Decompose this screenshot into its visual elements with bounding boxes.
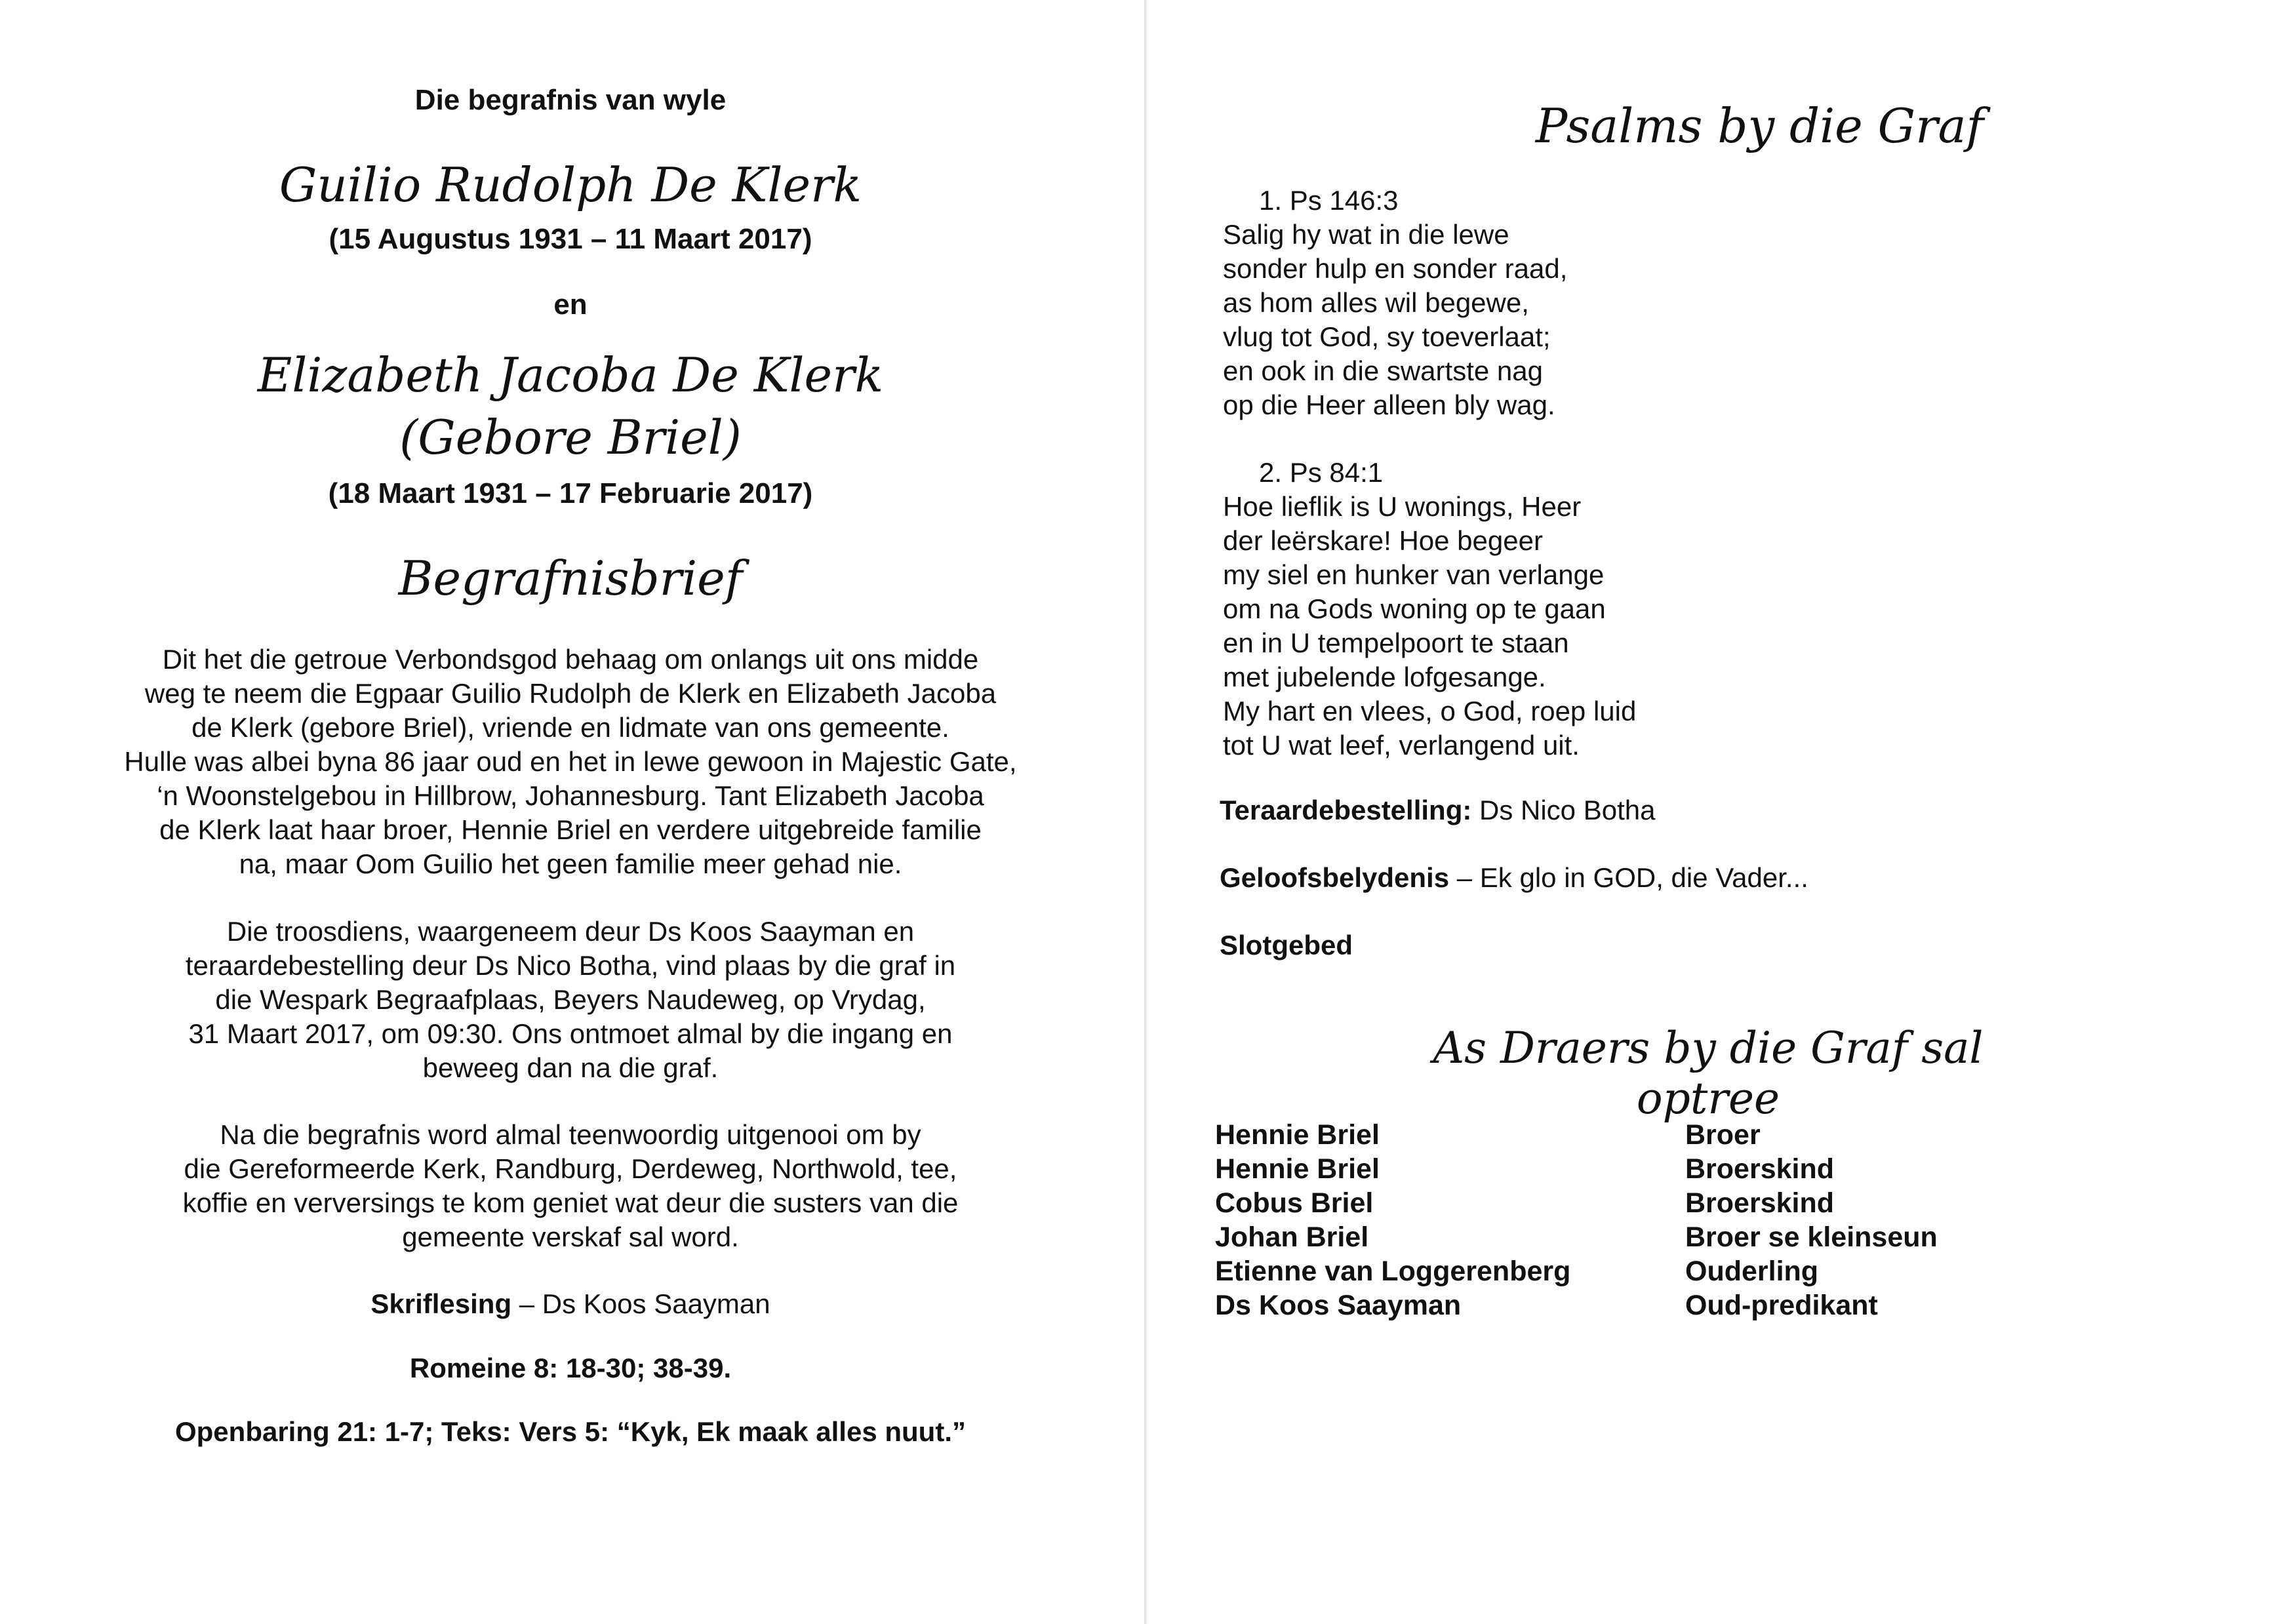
text-line: weg te neem die Egpaar Guilio Rudolph de Klerk en Elizabeth Jacoba xyxy=(144,678,997,709)
psalm-line: vlug tot God, sy toeverlaat; xyxy=(1223,321,1551,352)
text-line: die Wespark Begraafplaas, Beyers Naudeweg, op Vrydag, xyxy=(215,984,926,1015)
intro-heading: Die begrafnis van wyle xyxy=(414,84,727,116)
bearer-relation: Ouderling xyxy=(1685,1256,1819,1287)
text-line: koffie en verversings te kom geniet wat deur die susters van die xyxy=(182,1187,959,1218)
text-line: ‘n Woonstelgebou in Hillbrow, Johannesburg. Tant Elizabeth Jacoba xyxy=(157,780,984,811)
psalm-line: my siel en hunker van verlange xyxy=(1223,559,1605,590)
text-line: na, maar Oom Guilio het geen familie meer gehad nie. xyxy=(239,848,902,879)
paragraph-reception xyxy=(66,1118,1075,1254)
text-line: Na die begrafnis word almal teenwoordig uitgenooi om by xyxy=(220,1119,921,1150)
geloof-label: Geloofsbelydenis xyxy=(1220,862,1450,893)
text-line: Hulle was albei byna 86 jaar oud en het in lewe gewoon in Majestic Gate, xyxy=(124,746,1017,777)
deceased-name-1: Guilio Rudolph De Klerk xyxy=(279,157,862,212)
scripture-label: Skriflesing xyxy=(370,1288,512,1319)
text-line: Die troosdiens, waargeneem deur Ds Koos Saayman en xyxy=(226,916,915,947)
psalm-line: as hom alles wil begewe, xyxy=(1223,287,1529,318)
dates-1: (15 Augustus 1931 – 11 Maart 2017) xyxy=(329,223,812,255)
scripture-reading xyxy=(66,1288,1075,1320)
bearer-name: Etienne van Loggerenberg xyxy=(1215,1256,1571,1287)
bearer-name: Hennie Briel xyxy=(1215,1153,1380,1185)
text-line: Dit het die getroue Verbondsgod behaag om onlangs uit ons midde xyxy=(162,644,979,675)
bearer-relation: Broer se kleinseun xyxy=(1685,1221,1938,1253)
psalm-line: sonder hulp en sonder raad, xyxy=(1223,253,1568,284)
bearer-relation: Broerskind xyxy=(1685,1153,1835,1185)
psalm-line: om na Gods woning op te gaan xyxy=(1223,593,1606,624)
bearer-names xyxy=(1215,1118,1570,1322)
psalm-number: 1. Ps 146:3 xyxy=(1259,185,1399,216)
psalm-line: Hoe lieflik is U wonings, Heer xyxy=(1223,491,1582,522)
dates-2: (18 Maart 1931 – 17 Februarie 2017) xyxy=(328,477,813,509)
bearer-name: Cobus Briel xyxy=(1215,1187,1374,1219)
psalm-line: der leërskare! Hoe begeer xyxy=(1223,525,1543,556)
paragraph-announcement xyxy=(66,643,1075,881)
psalm-line: op die Heer alleen bly wag. xyxy=(1223,389,1555,420)
teraardebestelling xyxy=(1220,795,1655,826)
psalm-line: en ook in die swartste nag xyxy=(1223,355,1543,386)
geloof-value: – Ek glo in GOD, die Vader... xyxy=(1449,862,1808,893)
bearer-relations xyxy=(1685,1118,1938,1322)
deceased-name-2: Elizabeth Jacoba De Klerk xyxy=(257,347,884,403)
psalm-line: tot U wat leef, verlangend uit. xyxy=(1223,730,1580,761)
psalm-84 xyxy=(1223,456,1636,762)
psalm-line: Salig hy wat in die lewe xyxy=(1223,219,1509,250)
psalm-line: My hart en vlees, o God, roep luid xyxy=(1223,696,1637,726)
paragraph-service xyxy=(66,915,1075,1085)
conjunction-en: en xyxy=(553,288,588,321)
text-line: die Gereformeerde Kerk, Randburg, Derdeweg, Northwold, tee, xyxy=(184,1153,957,1184)
bearer-relation: Oud-predikant xyxy=(1685,1290,1878,1321)
text-line: beweeg dan na die graf. xyxy=(422,1052,719,1083)
bearer-name: Johan Briel xyxy=(1215,1221,1369,1253)
psalms-title: Psalms by die Graf xyxy=(1535,98,1984,153)
text-line: de Klerk laat haar broer, Hennie Briel en verdere uitgebreide familie xyxy=(159,814,982,845)
text-line: 31 Maart 2017, om 09:30. Ons ontmoet almal by die ingang en xyxy=(188,1018,953,1049)
teraarde-label: Teraardebestelling: xyxy=(1220,795,1472,825)
psalm-line: met jubelende lofgesange. xyxy=(1223,662,1546,692)
psalm-line: en in U tempelpoort te staan xyxy=(1223,627,1569,658)
scripture-reader: – Ds Koos Saayman xyxy=(511,1288,770,1319)
text-line: teraardebestelling deur Ds Nico Botha, vind plaas by die graf in xyxy=(185,950,956,981)
text-line: gemeente verskaf sal word. xyxy=(402,1221,739,1252)
draers-title: As Draers by die Graf sal optree xyxy=(1433,1023,1984,1124)
reading-openbaring: Openbaring 21: 1-7; Teks: Vers 5: “Kyk, Ek maak alles nuut.” xyxy=(174,1416,966,1447)
begrafnisbrief-title: Begrafnisbrief xyxy=(398,551,743,606)
slotgebed: Slotgebed xyxy=(1220,930,1353,961)
geloofsbelydenis xyxy=(1220,862,1808,894)
bearer-relation: Broer xyxy=(1685,1119,1761,1151)
psalm-146 xyxy=(1223,184,1567,422)
bearer-name: Ds Koos Saayman xyxy=(1215,1290,1462,1321)
psalm-number: 2. Ps 84:1 xyxy=(1259,457,1384,488)
maiden-name: (Gebore Briel) xyxy=(399,410,742,465)
text-line: de Klerk (gebore Briel), vriende en lidmate van ons gemeente. xyxy=(191,712,949,743)
bearer-name: Hennie Briel xyxy=(1215,1119,1380,1151)
bearer-relation: Broerskind xyxy=(1685,1187,1835,1219)
reading-romeine: Romeine 8: 18-30; 38-39. xyxy=(409,1353,732,1383)
teraarde-value: Ds Nico Botha xyxy=(1471,795,1656,825)
